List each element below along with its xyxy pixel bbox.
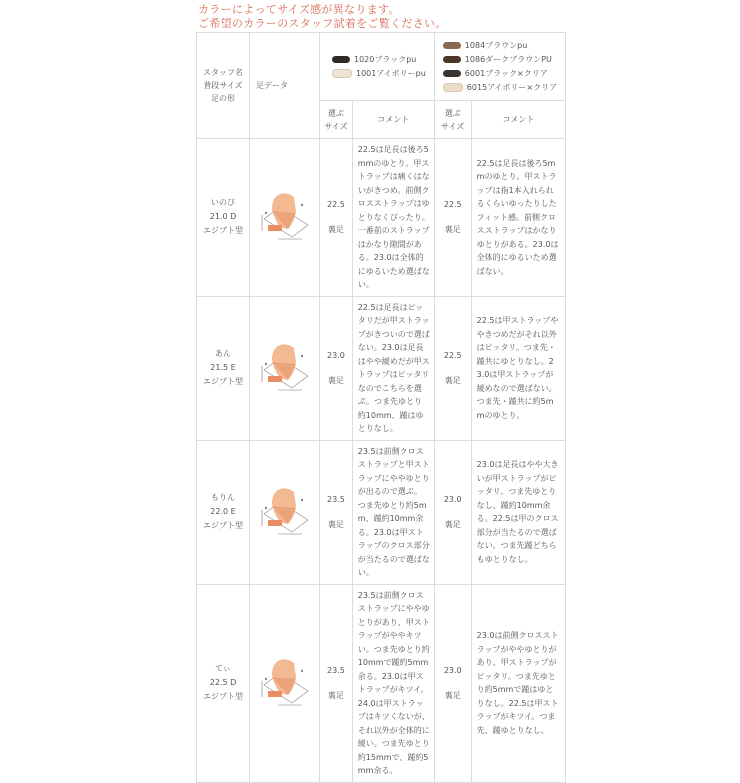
staff-cell [197, 139, 250, 297]
chosen-size: 22.5 [326, 200, 345, 210]
chosen-size: 23.5 [326, 495, 345, 504]
chosen-size: 23.0 [443, 495, 462, 504]
color-name: 1086ダークブラウンPU [464, 55, 552, 64]
size-label-line: サイズ [324, 121, 348, 131]
color-group-2 [434, 33, 565, 101]
table-row [197, 584, 566, 782]
sandal-ivory-clear-icon [443, 83, 463, 92]
staff-foot-shape: エジプト型 [203, 521, 243, 530]
staff-cell [197, 584, 250, 782]
size-notice [198, 3, 447, 31]
sandal-dark-brown-icon [443, 56, 461, 63]
chosen-size: 22.5 [443, 351, 462, 360]
color-group-1 [320, 33, 435, 101]
fit-type: 裏足 [444, 225, 461, 235]
color-name: 6001ブラック×クリア [464, 69, 548, 78]
color-name: 1020ブラックpu [354, 55, 417, 64]
fit-type: 裏足 [327, 691, 344, 700]
header-model-cell [197, 33, 250, 139]
header-size-2 [434, 101, 471, 139]
header-comment-2: コメント [471, 101, 565, 139]
sandal-black-clear-icon [443, 70, 461, 77]
foot-data-cell [250, 584, 320, 782]
color-item [443, 53, 557, 67]
table-row [197, 296, 566, 440]
foot-diagram-icon [258, 189, 312, 245]
comment-cell: 22.5は足長は後ろ5mmのゆとり。甲ストラップは痛くはないがきつめ。前側クロスストラップはゆとりなくぴったり。一番前のストラップはかなり隙間がある。23.0は全体的にゆるいため選ばない。 [352, 139, 434, 297]
notice-line-1: カラーによってサイズ感が異なります。 [198, 3, 400, 16]
table-row [197, 440, 566, 584]
size-cell [434, 139, 471, 297]
sandal-black-icon [332, 56, 350, 63]
color-item [443, 39, 557, 53]
staff-name: あん [215, 349, 231, 358]
chosen-size: 23.5 [326, 666, 345, 675]
comment-cell: 23.0は足長はやや大きいが甲ストラップがピッタリ。つま先ゆとりなし、踵約10mm余る。22.5は甲のクロス部分が当たるので選ばない。つま先踵どちらもゆとりなし。 [471, 440, 565, 584]
foot-data-cell [250, 440, 320, 584]
staff-usual-size: 21.0 D [209, 212, 237, 222]
header-comment-1: コメント [352, 101, 434, 139]
size-cell [320, 440, 353, 584]
staff-foot-shape: エジプト型 [203, 692, 243, 701]
sandal-ivory-icon [332, 69, 352, 78]
color-item [443, 81, 557, 95]
chosen-size: 23.0 [443, 666, 462, 675]
comment-cell: 22.5は甲ストラップややきつめだがそれ以外はピッタリ。つま先・踵共にゆとりなし。23.0は甲ストラップが緩めなので選ばない。つま先・踵共に約5mmのゆとり。 [471, 296, 565, 440]
comment-cell: 22.5は足長は後ろ5mmのゆとり。甲ストラップは指1本入れられるくらいゆったりしたフィット感。前側クロスストラップはかなりゆとりがある。23.0は全体的にゆるいため選ばない。 [471, 139, 565, 297]
header-foot-data-cell: 足データ [250, 33, 320, 139]
color-item [332, 53, 426, 67]
staff-foot-shape: エジプト型 [203, 226, 243, 236]
staff-usual-size: 22.0 E [210, 507, 236, 516]
size-cell [434, 584, 471, 782]
fit-type: 裏足 [327, 376, 344, 385]
header-size-1 [320, 101, 353, 139]
size-cell [320, 296, 353, 440]
size-label-line: サイズ [441, 121, 465, 131]
sandal-brown-icon [443, 42, 461, 49]
color-name: 6015アイボリー×クリア [466, 83, 558, 92]
size-label-line: 選ぶ [327, 108, 344, 118]
color-name: 1001アイボリーpu [356, 69, 426, 78]
header-staff-label: スタッフ名 [203, 68, 243, 77]
size-cell [434, 440, 471, 584]
staff-cell [197, 440, 250, 584]
color-item [332, 67, 426, 81]
size-table [196, 32, 566, 783]
header-usual-size-label: 普段サイズ [203, 81, 243, 90]
fit-type: 裏足 [327, 225, 344, 235]
fit-type: 裏足 [444, 520, 461, 529]
staff-foot-shape: エジプト型 [203, 377, 243, 386]
staff-name: もりん [211, 493, 235, 502]
size-cell [320, 139, 353, 297]
staff-usual-size: 21.5 E [210, 363, 236, 372]
notice-line-2: ご希望のカラーのスタッフ試着をご覧ください。 [198, 17, 447, 30]
foot-diagram-icon [258, 484, 312, 540]
staff-name: いのぴ [211, 198, 235, 208]
size-cell [320, 584, 353, 782]
size-label-line: 選ぶ [444, 108, 461, 118]
staff-cell [197, 296, 250, 440]
staff-usual-size: 22.5 D [209, 678, 237, 687]
foot-diagram-icon [258, 340, 312, 396]
chosen-size: 22.5 [443, 200, 462, 210]
color-name: 1084ブラウンpu [464, 41, 528, 50]
header-foot-shape-label: 足の形 [211, 94, 235, 103]
fit-type: 裏足 [444, 691, 461, 700]
comment-cell: 23.5は前側クロスストラップにややゆとりがあり、甲ストラップがややキツい。つま先ゆとり約10mmで踵約5mm余る。23.0は甲ストラップがキツイ。24.0は甲ストラップはキツくないが、それ以外が全体的に緩い。つま先ゆとり約15mmで、踵約5mm余る。 [352, 584, 434, 782]
foot-diagram-icon [258, 655, 312, 711]
chosen-size: 23.0 [326, 351, 345, 360]
comment-cell: 22.5は足長はピッタリだが甲ストラップがきついので選ばない。23.0は足長はやや緩めだが甲ストラップはピッタリなのでこちらを選ぶ。つま先ゆとり約10mm、踵はゆとりなし。 [352, 296, 434, 440]
staff-name: てぃ [215, 664, 231, 673]
comment-cell: 23.5は前側クロスストラップと甲ストラップにややゆとりが出るので選ぶ。つま先ゆとり約5mm、踵約10mm余る。23.0は甲ストラップのクロス部分が当たるので選ばない。 [352, 440, 434, 584]
header-row-colors [197, 33, 566, 101]
color-item [443, 67, 557, 81]
fit-type: 裏足 [327, 520, 344, 529]
size-cell [434, 296, 471, 440]
fit-type: 裏足 [444, 376, 461, 385]
foot-data-cell [250, 296, 320, 440]
table-row [197, 139, 566, 297]
foot-data-cell [250, 139, 320, 297]
comment-cell: 23.0は前側クロスストラップがややゆとりがあり、甲ストラップがピッタリ。つま先ゆとり約5mmで踵はゆとりなし。22.5は甲ストラップがキツイ。つま先、踵ゆとりなし。 [471, 584, 565, 782]
